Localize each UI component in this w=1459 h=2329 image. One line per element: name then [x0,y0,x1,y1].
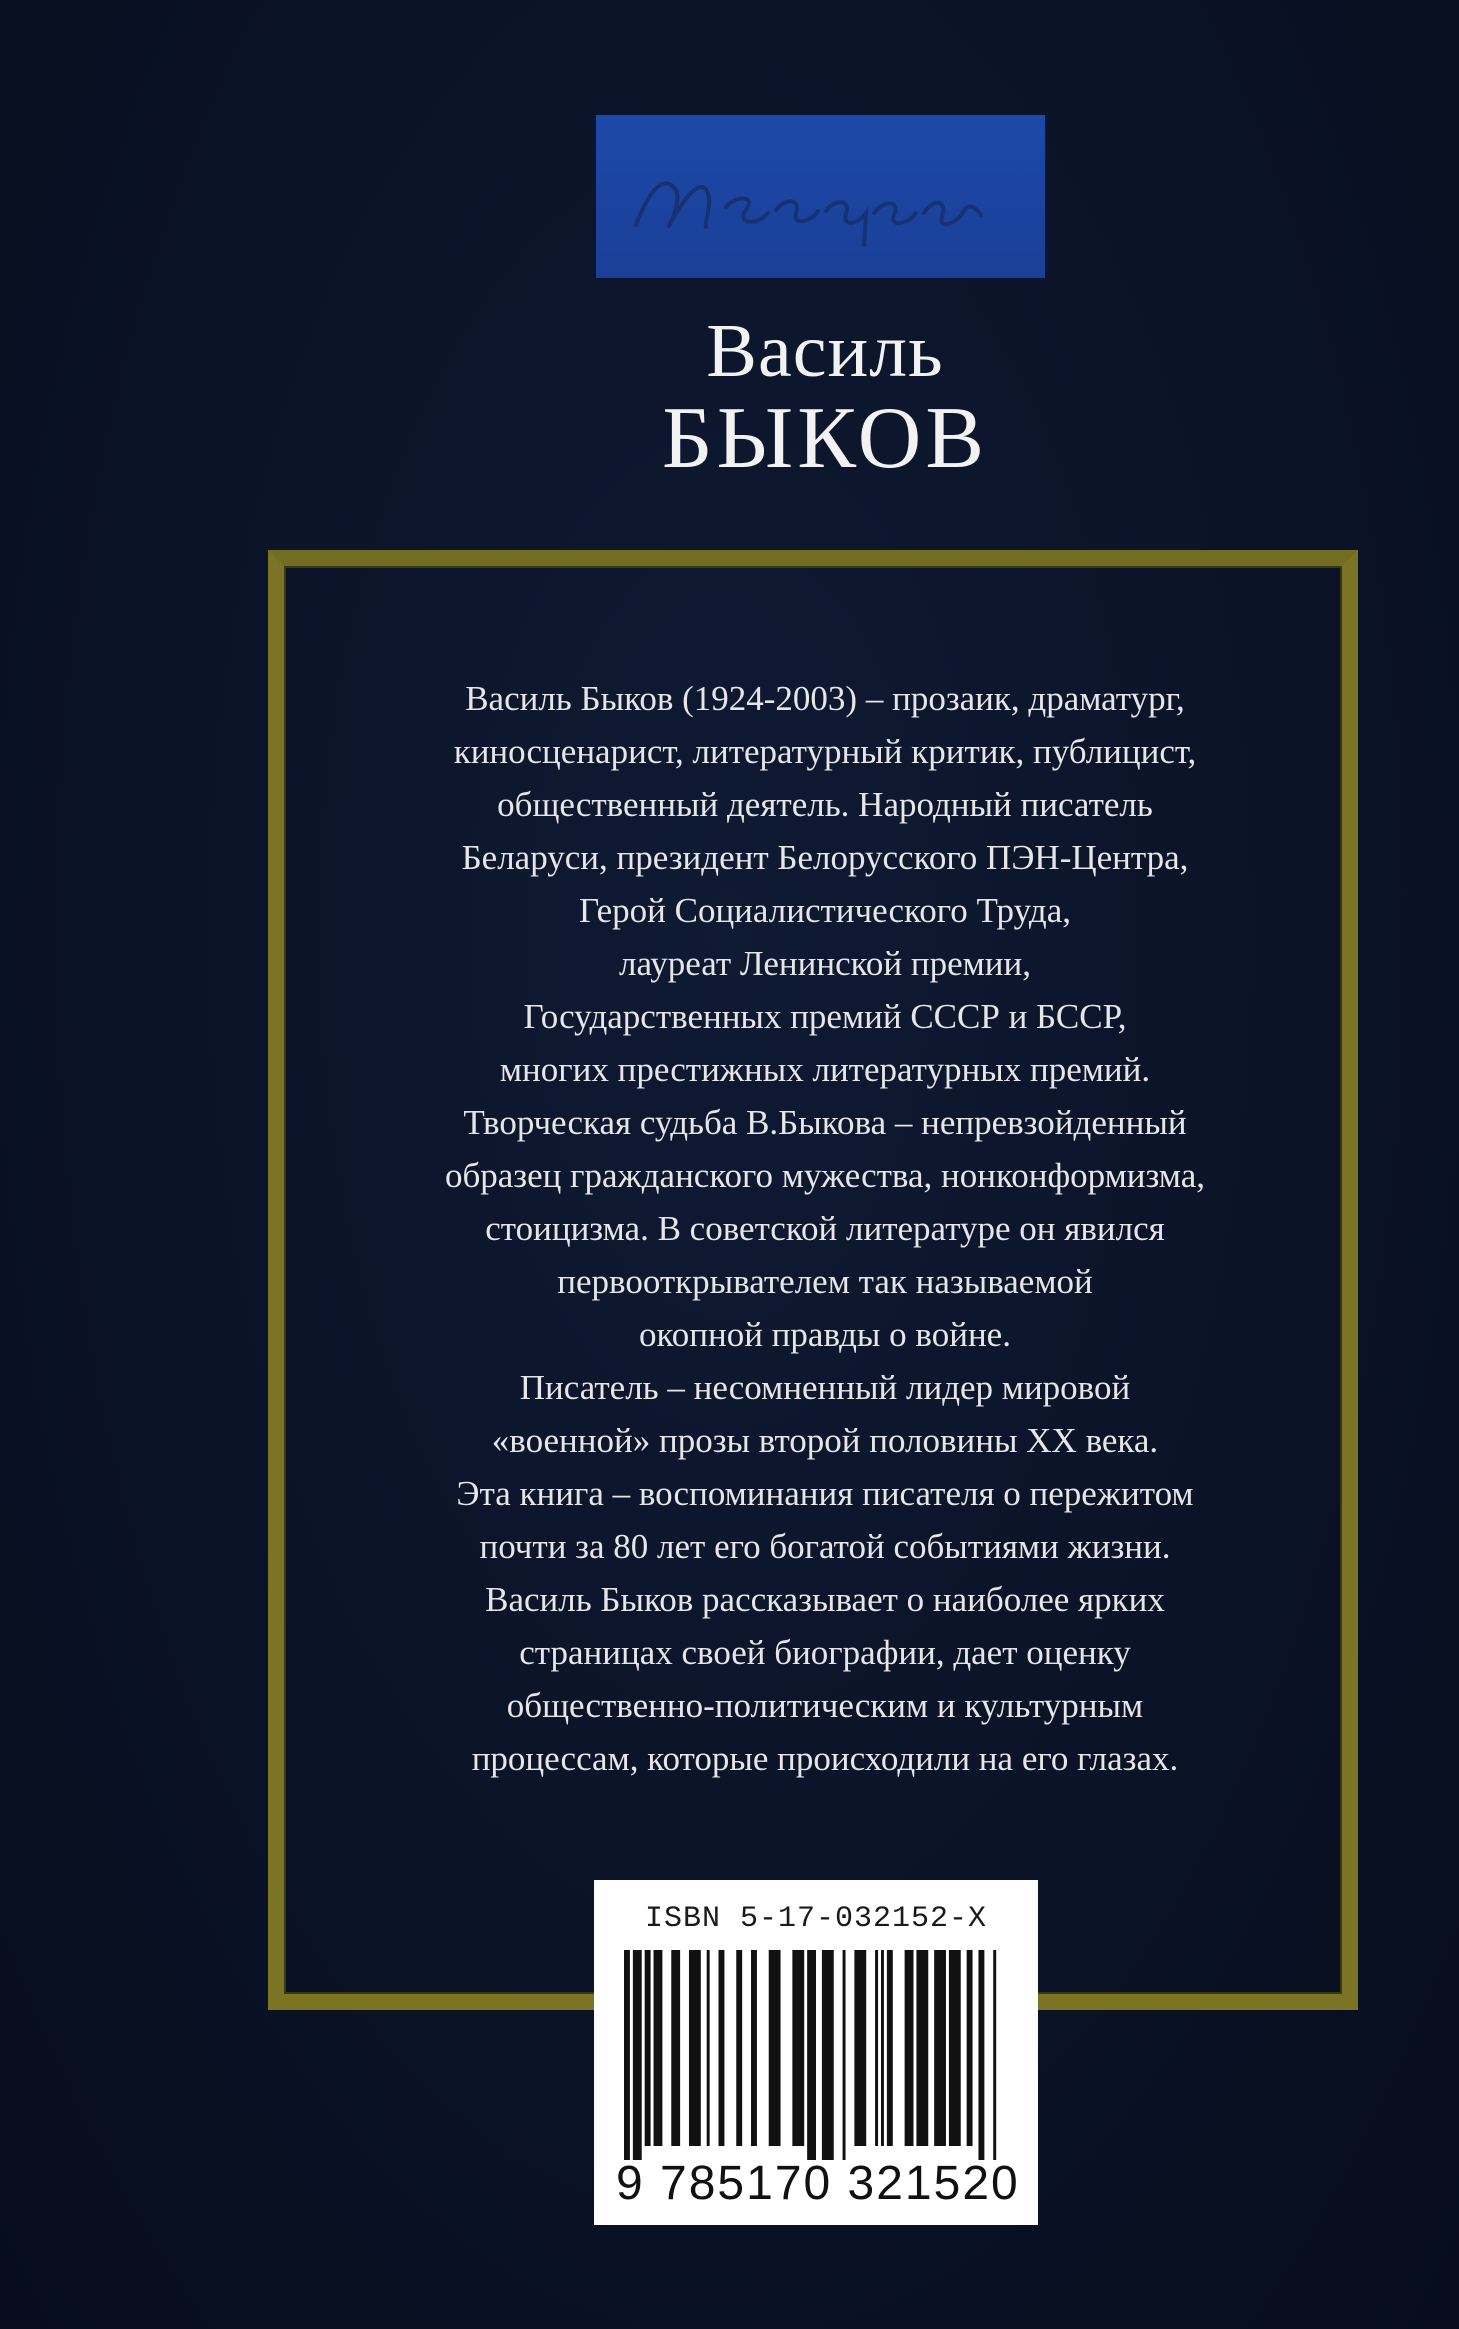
barcode-bars [624,1950,1008,2160]
blurb-line: Герой Социалистического Труда, [579,891,1071,930]
barcode-bar [822,1950,834,2160]
blurb-line: «военной» прозы второй половины XX века. [491,1421,1159,1460]
isbn-text: ISBN 5-17-032152-X [644,1902,988,1936]
barcode-bar [645,1950,651,2146]
series-script-logo [596,115,1045,278]
blurb-line: Писатель – несомненный лидер мировой [519,1368,1131,1407]
blurb-line: общественный деятель. Народный писатель [497,785,1153,824]
blurb-line: лауреат Ленинской премии, [619,944,1031,983]
barcode-bar [624,1950,630,2160]
barcode-bar [934,1950,946,2146]
barcode-bar [751,1950,757,2146]
barcode-bar [967,1950,973,2146]
barcode-bar [671,1950,680,2146]
author-first-name: Василь [706,309,944,393]
barcode-bar [993,1950,996,2160]
blurb-line: первооткрывателем так называемой [557,1262,1093,1301]
barcode-bar [633,1950,642,2160]
barcode-label [594,1880,1038,2225]
blurb-line: общественно-политическим и культурным [506,1686,1144,1725]
barcode-bar [719,1950,725,2146]
blurb-line: киносценарист, литературный критик, публицист, [453,732,1197,771]
blurb-line: окопной правды о войне. [639,1315,1011,1354]
barcode-bar [916,1950,928,2146]
blurb-line: многих престижных литературных премий. [499,1050,1151,1089]
blurb-text [330,672,1320,1785]
barcode-bar [707,1950,710,2146]
ean-digits: 9 785170 321520 [616,2157,1020,2210]
blurb-line: почти за 80 лет его богатой событиями жизни. [479,1527,1171,1566]
blurb-line: Эта книга – воспоминания писателя о пережитом [456,1474,1194,1513]
blurb-line: Творческая судьба В.Быкова – непревзойденный [463,1103,1187,1142]
blurb-line: страницах своей биографии, дает оценку [519,1633,1131,1672]
author-last-name: БЫКОВ [661,390,989,487]
barcode-bar [854,1950,866,2146]
barcode-bar [978,1950,984,2160]
barcode-bar [881,1950,884,2146]
blurb-line: образец гражданского мужества, нонконформизма, [444,1156,1206,1195]
barcode-bar [875,1950,878,2146]
blurb-line: процессам, которые происходили на его глазах. [471,1739,1179,1778]
barcode-bar [949,1950,961,2146]
barcode-bar [736,1950,742,2146]
barcode-bar [689,1950,701,2146]
barcode-bar [905,1950,914,2146]
barcode-bar [887,1950,893,2146]
barcode-bar [769,1950,781,2146]
blurb-line: Василь Быков (1924-2003) – прозаик, драматург, [465,679,1185,718]
blurb-line: Беларуси, президент Белорусского ПЭН-Центра, [461,838,1189,877]
barcode-bar [792,1950,804,2146]
barcode-bar [654,1950,663,2146]
barcode-bar [807,1950,816,2160]
series-label [596,115,1045,278]
blurb-line: Государственных премий СССР и БССР, [523,997,1127,1036]
barcode-bar [843,1950,846,2160]
blurb-line: Василь Быков рассказывает о наиболее ярких [485,1580,1165,1619]
blurb-line: стоицизма. В советской литературе он явился [485,1209,1165,1248]
